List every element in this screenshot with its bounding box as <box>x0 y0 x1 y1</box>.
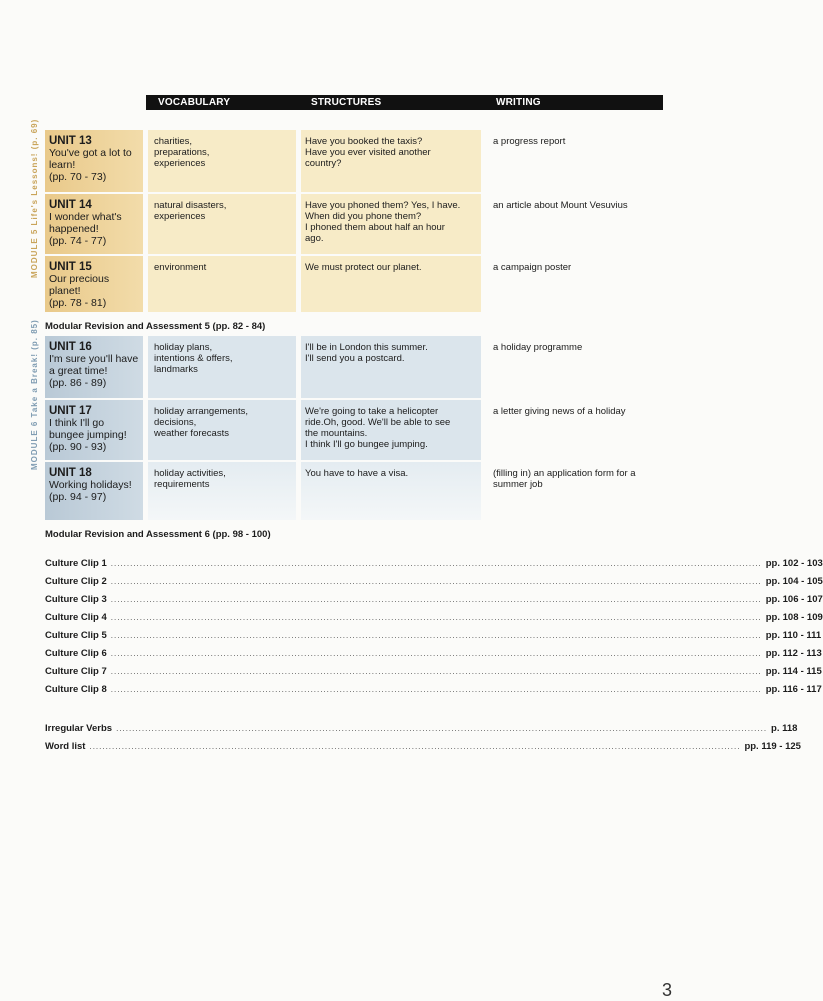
clip-pages: pp. 112 - 113 <box>765 648 822 659</box>
unit-18-writing: (filling in) an application form for a summer job <box>493 468 636 490</box>
vocab-line: experiences <box>154 158 206 169</box>
unit-14-row <box>45 194 665 254</box>
clip-pages: pp. 110 - 111 <box>765 630 822 641</box>
unit-18-cell <box>45 462 143 520</box>
vocab-line: holiday activities, <box>154 468 226 479</box>
header-vocabulary: VOCABULARY <box>158 97 231 108</box>
clip-pages: pp. 116 - 117 <box>765 684 822 695</box>
vocab-line: experiences <box>154 211 206 222</box>
list-item <box>45 723 798 741</box>
module-6-side-label: MODULE 6 Take a Break! (p. 85) <box>30 319 39 470</box>
structure-line: Have you booked the taxis? <box>305 136 423 147</box>
list-item <box>45 666 822 684</box>
structure-line: the mountains. <box>305 428 368 439</box>
clip-label: Culture Clip 8 <box>45 684 107 695</box>
list-item <box>45 741 801 759</box>
clip-pages: pp. 104 - 105 <box>765 576 823 587</box>
unit-pages: (pp. 78 - 81) <box>49 297 107 309</box>
unit-16-structures <box>301 336 481 398</box>
structure-line: I think I'll go bungee jumping. <box>305 439 428 450</box>
unit-subtitle: Working holidays! <box>49 479 132 491</box>
unit-title: UNIT 13 <box>49 135 92 147</box>
structure-line: I phoned them about half an hour <box>305 222 445 233</box>
unit-13-row <box>45 130 665 192</box>
leader-dots: .......................................................................................................................................................................................................... <box>116 724 768 733</box>
structure-line: ride.Oh, good. We'll be able to see <box>305 417 451 428</box>
unit-14-vocabulary <box>148 194 296 254</box>
irregular-verbs-pages: p. 118 <box>771 723 798 734</box>
leader-dots: .......................................................................................................................................................................................................... <box>110 685 762 694</box>
module-6-revision: Modular Revision and Assessment 6 (pp. 98 - 100) <box>45 529 271 540</box>
clip-label: Culture Clip 5 <box>45 630 107 641</box>
header-structures: STRUCTURES <box>311 97 382 108</box>
unit-18-row <box>45 462 665 520</box>
leader-dots: .......................................................................................................................................................................................................... <box>110 595 762 604</box>
clip-pages: pp. 102 - 103 <box>765 558 823 569</box>
structure-line: I'll be in London this summer. <box>305 342 428 353</box>
list-item <box>45 630 822 648</box>
vocab-line: decisions, <box>154 417 197 428</box>
leader-dots: .......................................................................................................................................................................................................... <box>110 577 762 586</box>
leader-dots: .......................................................................................................................................................................................................... <box>110 631 762 640</box>
leader-dots: .......................................................................................................................................................................................................... <box>110 613 762 622</box>
unit-17-cell <box>45 400 143 460</box>
clip-label: Culture Clip 3 <box>45 594 107 605</box>
unit-18-structures <box>301 462 481 520</box>
unit-16-vocabulary <box>148 336 296 398</box>
vocab-line: landmarks <box>154 364 198 375</box>
vocab-line: charities, <box>154 136 193 147</box>
unit-title: UNIT 15 <box>49 261 92 273</box>
culture-clips-list <box>45 558 823 702</box>
structure-line: Have you ever visited another <box>305 147 431 158</box>
word-list-label: Word list <box>45 741 86 752</box>
clip-pages: pp. 114 - 115 <box>765 666 822 677</box>
unit-17-row <box>45 400 665 460</box>
structure-line: Have you phoned them? Yes, I have. <box>305 200 461 211</box>
unit-16-writing: a holiday programme <box>493 342 583 353</box>
appendix-list <box>45 723 801 759</box>
unit-15-row <box>45 256 665 312</box>
unit-17-writing: a letter giving news of a holiday <box>493 406 626 417</box>
module-5-revision: Modular Revision and Assessment 5 (pp. 82 - 84) <box>45 321 266 332</box>
header-writing: WRITING <box>496 97 541 108</box>
unit-pages: (pp. 86 - 89) <box>49 377 107 389</box>
unit-17-structures <box>301 400 481 460</box>
unit-14-cell <box>45 194 143 254</box>
clip-pages: pp. 106 - 107 <box>765 594 823 605</box>
unit-13-writing: a progress report <box>493 136 566 147</box>
leader-dots: .......................................................................................................................................................................................................... <box>110 559 762 568</box>
unit-subtitle: Our precious planet! <box>49 273 110 297</box>
unit-18-vocabulary <box>148 462 296 520</box>
unit-13-structures <box>301 130 481 192</box>
unit-15-structures <box>301 256 481 312</box>
clip-pages: pp. 108 - 109 <box>765 612 823 623</box>
vocab-line: natural disasters, <box>154 200 227 211</box>
unit-13-cell <box>45 130 143 192</box>
structure-line: You have to have a visa. <box>305 468 409 479</box>
unit-pages: (pp. 70 - 73) <box>49 171 107 183</box>
vocab-line: environment <box>154 262 207 273</box>
unit-15-cell <box>45 256 143 312</box>
unit-13-vocabulary <box>148 130 296 192</box>
unit-subtitle: I wonder what's happened! <box>49 211 122 235</box>
structure-line: We must protect our planet. <box>305 262 422 273</box>
list-item <box>45 612 823 630</box>
unit-14-writing: an article about Mount Vesuvius <box>493 200 628 211</box>
clip-label: Culture Clip 2 <box>45 576 107 587</box>
structure-line: ago. <box>305 233 324 244</box>
vocab-line: requirements <box>154 479 210 490</box>
list-item <box>45 576 823 594</box>
vocab-line: preparations, <box>154 147 210 158</box>
list-item <box>45 648 822 666</box>
unit-subtitle: I'm sure you'll have a great time! <box>49 353 139 377</box>
column-header-bar <box>146 95 663 110</box>
clip-label: Culture Clip 7 <box>45 666 107 677</box>
unit-17-vocabulary <box>148 400 296 460</box>
structure-line: I'll send you a postcard. <box>305 353 405 364</box>
clip-label: Culture Clip 6 <box>45 648 107 659</box>
vocab-line: weather forecasts <box>154 428 229 439</box>
word-list-pages: pp. 119 - 125 <box>744 741 801 752</box>
unit-title: UNIT 17 <box>49 405 92 417</box>
structure-line: We're going to take a helicopter <box>305 406 439 417</box>
unit-subtitle: I think I'll go bungee jumping! <box>49 417 127 441</box>
structure-line: When did you phone them? <box>305 211 422 222</box>
structure-line: country? <box>305 158 342 169</box>
unit-subtitle: You've got a lot to learn! <box>49 147 132 171</box>
unit-title: UNIT 14 <box>49 199 92 211</box>
list-item <box>45 684 822 702</box>
list-item <box>45 594 823 612</box>
unit-16-cell <box>45 336 143 398</box>
unit-15-writing: a campaign poster <box>493 262 572 273</box>
unit-title: UNIT 18 <box>49 467 92 479</box>
clip-label: Culture Clip 4 <box>45 612 107 623</box>
leader-dots: .......................................................................................................................................................................................................... <box>110 649 762 658</box>
clip-label: Culture Clip 1 <box>45 558 107 569</box>
irregular-verbs-label: Irregular Verbs <box>45 723 113 734</box>
unit-16-row <box>45 336 665 398</box>
vocab-line: holiday arrangements, <box>154 406 248 417</box>
unit-title: UNIT 16 <box>49 341 92 353</box>
module-5-side-label: MODULE 5 Life's Lessons! (p. 69) <box>30 118 39 278</box>
unit-14-structures <box>301 194 481 254</box>
vocab-line: holiday plans, <box>154 342 213 353</box>
vocab-line: intentions & offers, <box>154 353 233 364</box>
leader-dots: .......................................................................................................................................................................................................... <box>110 667 762 676</box>
unit-pages: (pp. 94 - 97) <box>49 491 107 503</box>
unit-pages: (pp. 90 - 93) <box>49 441 107 453</box>
leader-dots: .......................................................................................................................................................................................................... <box>89 742 741 751</box>
unit-15-vocabulary <box>148 256 296 312</box>
list-item <box>45 558 823 576</box>
unit-pages: (pp. 74 - 77) <box>49 235 107 247</box>
page-number: 3 <box>662 980 673 1000</box>
